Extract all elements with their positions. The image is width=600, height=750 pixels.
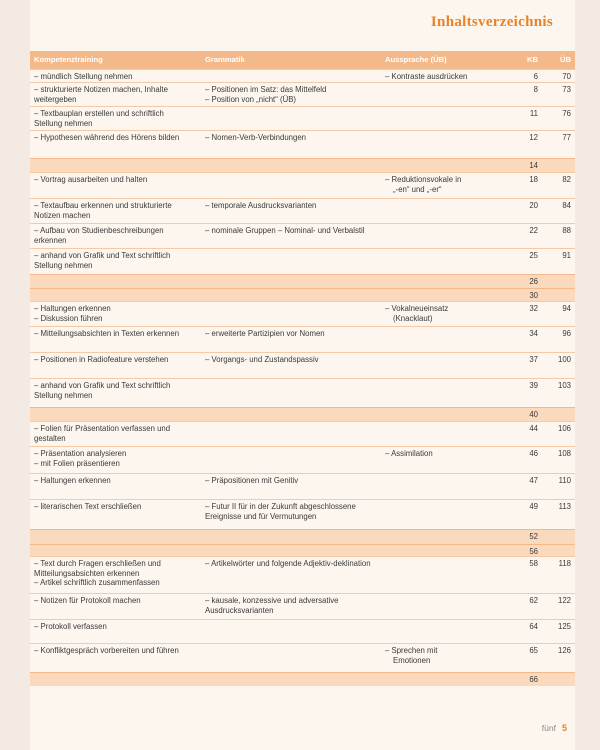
kb-page-cell: 62 — [529, 596, 538, 605]
grammatik-cell — [190, 107, 385, 111]
page-footer — [542, 723, 567, 733]
table-row — [30, 82, 575, 106]
table-row — [30, 556, 575, 593]
aus-item: Emotionen — [393, 655, 431, 665]
header-aussprache: Aussprache (ÜB) — [385, 55, 447, 65]
chapter-band-row — [30, 544, 575, 556]
table-row — [30, 326, 575, 352]
grammatik-cell — [190, 224, 385, 238]
table-row — [30, 130, 575, 158]
kb-page-cell: 64 — [529, 622, 538, 631]
ub-page-cell: 106 — [557, 424, 571, 433]
table-row — [30, 248, 575, 274]
grammatik-cell — [190, 83, 385, 106]
kompetenz-cell — [30, 159, 190, 163]
aussprache-cell — [385, 249, 500, 253]
gram-item: – Nomen-Verb-Verbindungen — [205, 133, 385, 143]
komp-item: – Protokoll verfassen — [34, 622, 190, 632]
kompetenz-cell — [30, 70, 190, 84]
aussprache-cell — [385, 107, 500, 111]
aussprache-cell — [385, 594, 500, 598]
aussprache-cell — [385, 644, 500, 667]
ub-page-cell: 108 — [557, 449, 571, 458]
aus-item: „-en“ und „-er“ — [393, 184, 442, 194]
gram-item: – Vorgangs- und Zustandspassiv — [205, 355, 385, 365]
kompetenz-cell — [30, 530, 190, 534]
grammatik-cell — [190, 199, 385, 213]
aussprache-cell — [385, 474, 500, 478]
kb-page-cell: 30 — [529, 291, 538, 300]
table-row — [30, 619, 575, 643]
aussprache-cell — [385, 83, 500, 87]
gram-item: – nominale Gruppen – Nominal- und Verbalstil — [205, 226, 385, 236]
komp-item: – Vortrag ausarbeiten und halten — [34, 175, 190, 185]
kb-page-cell: 46 — [529, 449, 538, 458]
kb-page-cell: 34 — [529, 329, 538, 338]
ub-page-cell: 125 — [557, 622, 571, 631]
page-number-word: fünf — [541, 723, 556, 733]
grammatik-cell — [190, 70, 385, 74]
komp-item: – Haltungen erkennen — [34, 476, 190, 486]
aussprache-cell — [385, 199, 500, 203]
grammatik-cell — [190, 422, 385, 426]
kompetenz-cell — [30, 474, 190, 488]
grammatik-cell — [190, 249, 385, 253]
header-kompetenz: Kompetenztraining — [34, 55, 103, 65]
aussprache-cell — [385, 500, 500, 504]
aussprache-cell — [385, 353, 500, 357]
header-grammatik: Grammatik — [205, 55, 245, 65]
table-row — [30, 198, 575, 223]
grammatik-cell — [190, 353, 385, 367]
kompetenz-cell — [30, 447, 190, 470]
ub-page-cell: 88 — [562, 226, 571, 235]
kompetenz-cell — [30, 408, 190, 412]
komp-item: – Konfliktgespräch vorbereiten und führen — [34, 646, 190, 656]
ub-page-cell: 91 — [562, 251, 571, 260]
table-row — [30, 106, 575, 130]
kompetenz-cell — [30, 327, 190, 341]
aussprache-cell — [385, 70, 500, 84]
ub-page-cell — [538, 159, 575, 163]
kb-page-cell: 25 — [529, 251, 538, 260]
grammatik-cell — [190, 275, 385, 279]
kompetenz-cell — [30, 249, 190, 272]
aussprache-cell — [385, 620, 500, 624]
ub-page-cell: 122 — [557, 596, 571, 605]
kb-page-cell: 18 — [529, 175, 538, 184]
komp-item: – Präsentation analysieren — [34, 449, 190, 459]
ub-page-cell: 126 — [557, 646, 571, 655]
kompetenz-cell — [30, 83, 190, 106]
aus-item: (Knacklaut) — [393, 313, 433, 323]
komp-item: – Haltungen erkennen — [34, 304, 190, 314]
kompetenz-cell — [30, 500, 190, 514]
kb-page-cell: 6 — [533, 72, 538, 81]
kb-page-cell: 22 — [529, 226, 538, 235]
kb-page-cell: 26 — [529, 277, 538, 286]
chapter-band-row — [30, 158, 575, 172]
gram-item: – Positionen im Satz: das Mittelfeld — [205, 85, 385, 95]
grammatik-cell — [190, 379, 385, 383]
aussprache-cell — [385, 224, 500, 228]
grammatik-cell — [190, 131, 385, 145]
gram-item: – Position von „nicht“ (ÜB) — [205, 95, 385, 105]
grammatik-cell — [190, 557, 385, 571]
komp-item: – literarischen Text erschließen — [34, 502, 190, 512]
aussprache-cell — [385, 447, 500, 461]
aussprache-cell — [385, 545, 500, 549]
aussprache-cell — [385, 327, 500, 331]
komp-item: – Notizen für Protokoll machen — [34, 596, 190, 606]
table-row — [30, 223, 575, 248]
page-title: Inhaltsverzeichnis — [430, 14, 553, 30]
grammatik-cell — [190, 173, 385, 177]
komp-item: – Mitteilungsabsichten in Texten erkennen — [34, 329, 190, 339]
grammatik-cell — [190, 289, 385, 293]
kompetenz-cell — [30, 289, 190, 293]
ub-page-cell — [538, 545, 575, 549]
grammatik-cell — [190, 673, 385, 677]
gram-item: – kausale, konzessive und adversative Ausdrucksvarianten — [205, 596, 385, 615]
chapter-band-row — [30, 288, 575, 301]
ub-page-cell — [538, 673, 575, 677]
aussprache-cell — [385, 131, 500, 135]
komp-item: – Text durch Fragen erschließen und Mitteilungsabsichten erkennen — [34, 559, 190, 578]
table-row — [30, 301, 575, 326]
kb-page-cell: 58 — [529, 559, 538, 568]
komp-item: – Positionen in Radiofeature verstehen — [34, 355, 190, 365]
ub-page-cell: 94 — [562, 304, 571, 313]
ub-page-cell: 110 — [558, 476, 571, 485]
kb-page-cell: 44 — [529, 424, 538, 433]
chapter-band-row — [30, 407, 575, 421]
kompetenz-cell — [30, 673, 190, 677]
grammatik-cell — [190, 620, 385, 624]
kb-page-cell: 20 — [529, 201, 538, 210]
kompetenz-cell — [30, 275, 190, 279]
aussprache-cell — [385, 379, 500, 383]
kompetenz-cell — [30, 131, 190, 145]
ub-page-cell: 96 — [562, 329, 571, 338]
komp-item: – Textbauplan erstellen und schriftlich Stellung nehmen — [34, 109, 190, 128]
kompetenz-cell — [30, 353, 190, 367]
toc-table — [30, 51, 575, 686]
ub-page-cell: 77 — [562, 133, 571, 142]
komp-item: – mit Folien präsentieren — [34, 459, 190, 469]
aussprache-cell — [385, 275, 500, 279]
ub-page-cell: 76 — [562, 109, 571, 118]
aus-item: – Kontraste ausdrücken — [385, 72, 500, 82]
ub-page-cell — [538, 530, 575, 534]
page-number: 5 — [561, 723, 567, 733]
komp-item: – Hypothesen während des Hörens bilden — [34, 133, 190, 143]
kb-page-cell: 8 — [533, 85, 538, 94]
kb-page-cell: 39 — [529, 381, 538, 390]
ub-page-cell: 84 — [562, 201, 571, 210]
grammatik-cell — [190, 447, 385, 451]
kb-page-cell: 52 — [529, 532, 538, 541]
ub-page-cell — [538, 275, 575, 279]
komp-item: – Folien für Präsentation verfassen und gestalten — [34, 424, 190, 443]
grammatik-cell — [190, 474, 385, 488]
table-body — [30, 69, 575, 686]
ub-page-cell — [538, 289, 575, 293]
aus-item: – Reduktionsvokale in — [385, 175, 500, 185]
gram-item: – Artikelwörter und folgende Adjektiv-deklination — [205, 559, 385, 569]
komp-item: – Diskussion führen — [34, 314, 190, 324]
komp-item: – strukturierte Notizen machen, Inhalte weitergeben — [34, 85, 190, 104]
kb-page-cell: 65 — [529, 646, 538, 655]
header-ub: ÜB — [560, 55, 571, 65]
aussprache-cell — [385, 557, 500, 561]
kb-page-cell: 12 — [529, 133, 538, 142]
kb-page-cell: 49 — [529, 502, 538, 511]
kb-page-cell: 66 — [529, 675, 538, 684]
table-row — [30, 352, 575, 378]
table-row — [30, 69, 575, 82]
kompetenz-cell — [30, 594, 190, 608]
kompetenz-cell — [30, 644, 190, 658]
kompetenz-cell — [30, 199, 190, 222]
ub-page-cell: 82 — [562, 175, 571, 184]
komp-item: – anhand von Grafik und Text schriftlich Stellung nehmen — [34, 381, 190, 400]
table-row — [30, 172, 575, 198]
toc-page — [30, 0, 575, 750]
aussprache-cell — [385, 159, 500, 163]
ub-page-cell: 113 — [558, 502, 571, 511]
gram-item: – Präpositionen mit Genitiv — [205, 476, 385, 486]
table-row — [30, 499, 575, 529]
ub-page-cell: 118 — [558, 559, 571, 568]
grammatik-cell — [190, 644, 385, 648]
kb-page-cell: 56 — [529, 547, 538, 556]
kb-page-cell: 14 — [529, 161, 538, 170]
table-row — [30, 473, 575, 499]
table-row — [30, 378, 575, 407]
ub-page-cell: 103 — [557, 381, 571, 390]
table-header — [30, 51, 575, 69]
kompetenz-cell — [30, 545, 190, 549]
aussprache-cell — [385, 408, 500, 412]
aussprache-cell — [385, 173, 500, 196]
gram-item: – temporale Ausdrucksvarianten — [205, 201, 385, 211]
aus-item: – Vokalneueinsatz — [385, 304, 500, 314]
aussprache-cell — [385, 530, 500, 534]
gram-item: – Futur II für in der Zukunft abgeschlossene Ereignisse und für Vermutungen — [205, 502, 385, 521]
grammatik-cell — [190, 302, 385, 306]
ub-page-cell — [538, 408, 575, 412]
kompetenz-cell — [30, 620, 190, 634]
kb-page-cell: 32 — [529, 304, 538, 313]
kompetenz-cell — [30, 302, 190, 325]
header-kb: KB — [527, 55, 538, 65]
kb-page-cell: 47 — [529, 476, 538, 485]
ub-page-cell: 100 — [557, 355, 571, 364]
chapter-band-row — [30, 672, 575, 686]
ub-page-cell: 70 — [562, 72, 571, 81]
komp-item: – Artikel schriftlich zusammenfassen — [34, 578, 190, 588]
komp-item: – mündlich Stellung nehmen — [34, 72, 190, 82]
gram-item: – erweiterte Partizipien vor Nomen — [205, 329, 385, 339]
komp-item: – Aufbau von Studienbeschreibungen erkennen — [34, 226, 190, 245]
grammatik-cell — [190, 545, 385, 549]
kompetenz-cell — [30, 107, 190, 130]
grammatik-cell — [190, 159, 385, 163]
aussprache-cell — [385, 289, 500, 293]
kb-page-cell: 11 — [529, 109, 538, 118]
kompetenz-cell — [30, 379, 190, 402]
aus-item: – Sprechen mit — [385, 646, 500, 656]
chapter-band-row — [30, 529, 575, 544]
grammatik-cell — [190, 530, 385, 534]
kompetenz-cell — [30, 173, 190, 187]
table-row — [30, 421, 575, 446]
grammatik-cell — [190, 594, 385, 617]
table-row — [30, 593, 575, 619]
komp-item: – Textaufbau erkennen und strukturierte Notizen machen — [34, 201, 190, 220]
table-row — [30, 446, 575, 473]
grammatik-cell — [190, 408, 385, 412]
kompetenz-cell — [30, 557, 190, 590]
kb-page-cell: 37 — [529, 355, 538, 364]
grammatik-cell — [190, 327, 385, 341]
aussprache-cell — [385, 302, 500, 325]
aussprache-cell — [385, 422, 500, 426]
chapter-band-row — [30, 274, 575, 288]
kompetenz-cell — [30, 422, 190, 445]
aus-item: – Assimilation — [385, 449, 500, 459]
kb-page-cell: 40 — [529, 410, 538, 419]
komp-item: – anhand von Grafik und Text schriftlich Stellung nehmen — [34, 251, 190, 270]
table-row — [30, 643, 575, 672]
ub-page-cell: 73 — [562, 85, 571, 94]
kompetenz-cell — [30, 224, 190, 247]
aussprache-cell — [385, 673, 500, 677]
grammatik-cell — [190, 500, 385, 523]
